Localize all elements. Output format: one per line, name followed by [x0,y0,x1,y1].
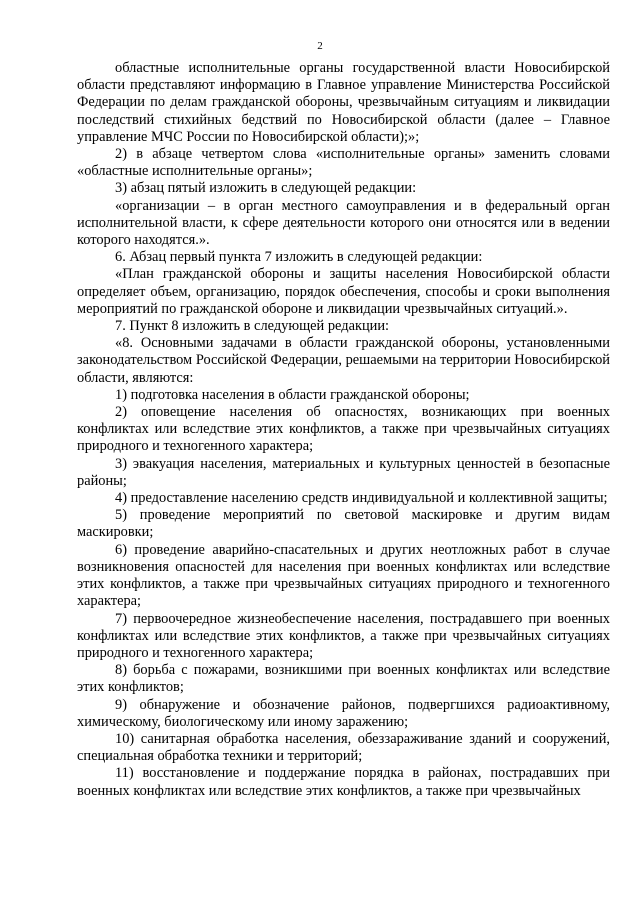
list-item: 2) оповещение населения об опасностях, возникающих при военных конфликтах или вследствие этих конфликтов, а также при чрезвычайных ситуациях природного и техногенного характера; [77,404,610,455]
paragraph: 3) абзац пятый изложить в следующей редакции: [115,180,417,197]
list-item: 3) эвакуация населения, материальных и культурных ценностей в безопасные районы; [77,455,610,489]
list-item: 5) проведение мероприятий по световой маскировке и другим видам маскировки; [77,507,610,541]
paragraph-continuation: областные исполнительные органы государственной власти Новосибирской области представляют информацию в Главное управление Министерства Российской Федерации по делам гражданской обороны, чрезвычайным ситуациям и ликвидации последствий стихийных бедствий по Новосибирской области (далее – Главное управление МЧС России по Новосибирской области);»; [77,60,610,145]
paragraph: 2) в абзаце четвертом слова «исполнительные органы» заменить словами «областные исполнительные органы»; [77,146,610,180]
paragraph: 6. Абзац первый пункта 7 изложить в следующей редакции: [115,249,483,266]
list-item: 9) обнаружение и обозначение районов, подвергшихся радиоактивному, химическому, биологическому или иному заражению; [77,696,610,730]
list-item: 4) предоставление населению средств индивидуальной и коллективной защиты; [115,490,608,507]
document-body [77,60,610,800]
paragraph: «8. Основными задачами в области гражданской обороны, установленными законодательством Российской Федерации, решаемыми на территории Новосибирской области, являются: [77,335,610,386]
page-number: 2 [317,40,323,52]
list-item: 7) первоочередное жизнеобеспечение населения, пострадавшего при военных конфликтах или вследствие этих конфликтов, а также при чрезвычайных ситуациях природного и техногенного характера; [77,610,610,661]
list-item: 11) восстановление и поддержание порядка в районах, пострадавших при военных конфликтах или вследствие этих конфликтов, а также при чрезвычайных [77,765,610,799]
list-item: 8) борьба с пожарами, возникшими при военных конфликтах или вследствие этих конфликтов; [77,662,610,696]
paragraph: «План гражданской обороны и защиты населения Новосибирской области определяет объем, организацию, порядок обеспечения, способы и сроки выполнения мероприятий по гражданской обороне и ликвидации чрезвычайных ситуаций.». [77,266,610,317]
paragraph: 7. Пункт 8 изложить в следующей редакции: [115,318,390,335]
list-item: 6) проведение аварийно-спасательных и других неотложных работ в случае возникновения опасностей для населения при военных конфликтах или вследствие этих конфликтов, а также при чрезвычайных ситуациях природного и техногенного характера; [77,541,610,610]
list-item: 1) подготовка населения в области гражданской обороны; [115,386,470,403]
list-item: 10) санитарная обработка населения, обеззараживание зданий и сооружений, специальная обработка техники и территорий; [77,730,610,765]
paragraph: «организации – в орган местного самоуправления и в федеральный орган исполнительной власти, к сфере деятельности которого они относятся или в ведении которого находятся.». [77,197,610,249]
